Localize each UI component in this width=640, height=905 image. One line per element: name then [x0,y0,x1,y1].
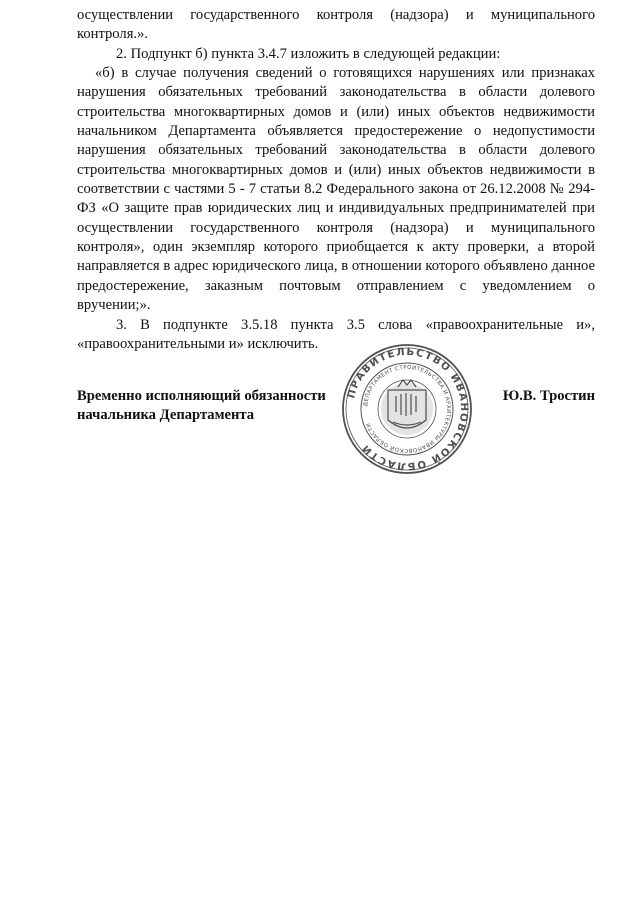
paragraph-item-3: 3. В подпункте 3.5.18 пункта 3.5 слова «правоохранительные и», «правоохранительными и» исключить. [77,316,595,352]
seal-inner-text: ДЕПАРТАМЕНТ СТРОИТЕЛЬСТВА И АРХИТЕКТУРЫ ИВАНОВСКОЙ ОБЛАСТИ [363,364,452,454]
document-body [77,6,595,354]
paragraph-item-2: 2. Подпункт б) пункта 3.4.7 изложить в следующей редакции: [116,45,501,62]
official-seal [340,342,474,476]
signature-position [77,387,347,425]
paragraph-subitem-b: «б) в случае получения сведений о готовящихся нарушениях или признаках нарушения обязательных требований законодательства в области долевого строительства многоквартирных домов и (или) иных объектов недвижимости начальником Департамента объявляется предостережение о недопустимости нарушения обязательных требований законодательства в области долевого строительства многоквартирных домов и (или) иных объектов недвижимости в соответствии с частями 5 - 7 статьи 8.2 Федерального закона от 26.12.2008 № 294-ФЗ «О защите прав юридических лиц и индивидуальных предпринимателей при осуществлении государственного контроля (надзора) и муниципального контроля», один экземпляр которого приобщается к акту проверки, а второй направляется в адрес юридического лица, в отношении которого объявлено данное предостережение, заказным почтовым отправлением с уведомлением о вручении;». [77,65,595,314]
signature-position-line2: начальника Департамента [77,407,255,423]
seal-outer-text: ПРАВИТЕЛЬСТВО ИВАНОВСКОЙ ОБЛАСТИ [346,346,470,472]
signature-name: Ю.В. Тростин [502,388,595,404]
paragraph-continuation: осуществлении государственного контроля (надзора) и муниципального контроля.». [77,7,595,43]
signature-position-line1: Временно исполняющий обязанности [77,388,326,404]
